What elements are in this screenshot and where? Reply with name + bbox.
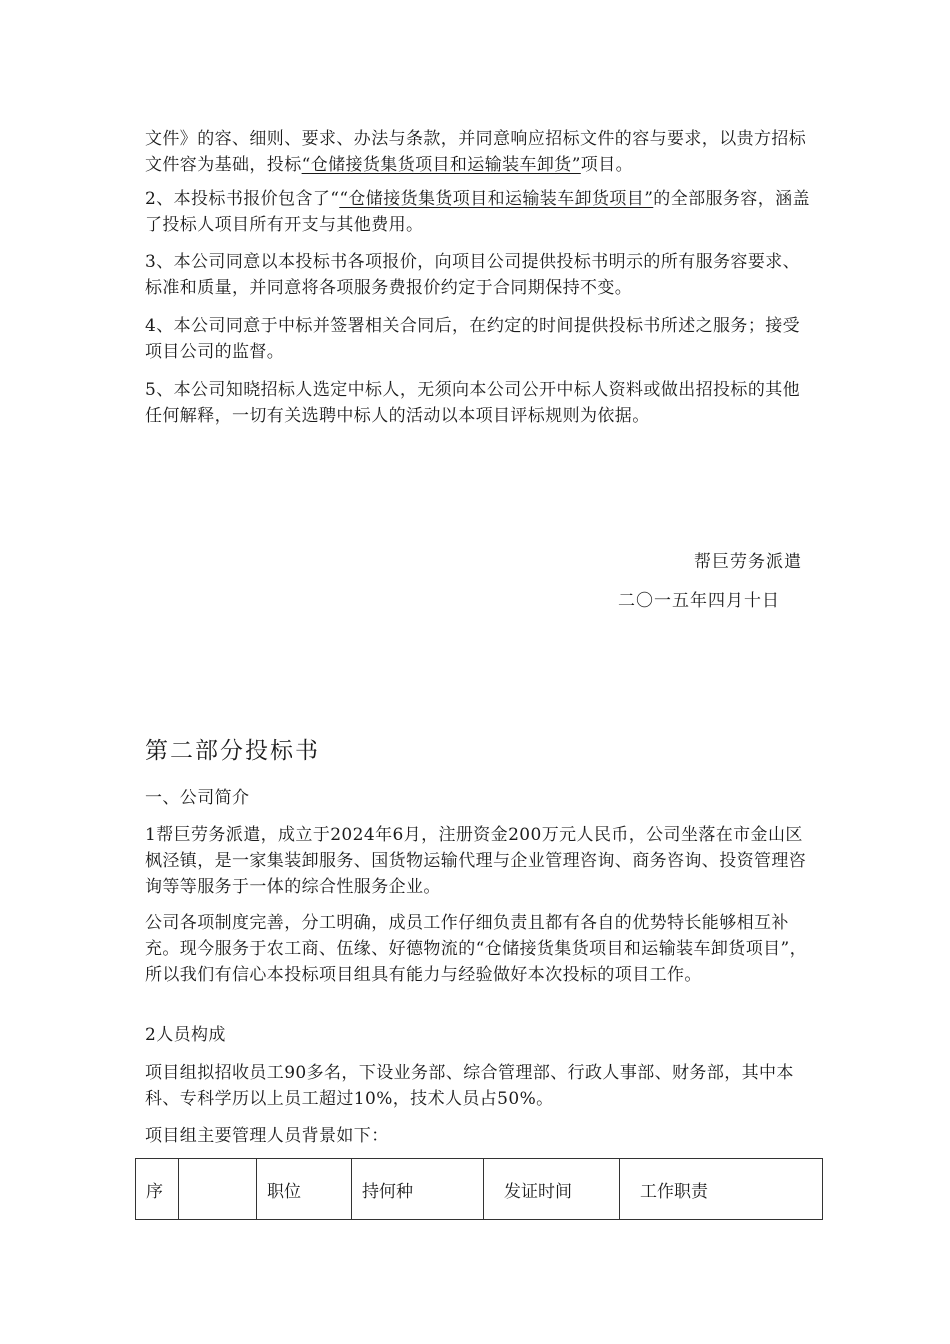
management-staff-table — [135, 1158, 823, 1220]
clause-2-project-name: “仓储接货集货项目和运输装车卸货项目” — [339, 189, 654, 209]
table-header-cell: 工作职责 — [620, 1159, 823, 1220]
part-two-heading: 第二部分投标书 — [145, 738, 320, 764]
management-background-label: 项目组主要管理人员背景如下： — [145, 1126, 389, 1146]
signature-company: 帮巨劳务派遣 — [694, 552, 802, 572]
table-header-cell: 职位 — [257, 1159, 352, 1220]
signature-date: 二〇一五年四月十日 — [618, 591, 780, 611]
section-company-intro-heading: 一、公司简介 — [145, 788, 250, 808]
clause-2-text: 2、本投标书报价包含了“ — [145, 189, 340, 209]
clause-1-paragraph — [145, 126, 810, 178]
clause-1-project-name: “仓储接货集货项目和运输装车卸货” — [301, 155, 581, 175]
company-system-paragraph: 公司各项制度完善，分工明确，成员工作仔细负责且都有各自的优势特长能够相互补充。现今服务于农工商、伍缘、好德物流的“仓储接货集货项目和运输装车卸货项目”，所以我们有信心本投标项目组具有能力与经验做好本次投标的项目工作。 — [145, 913, 807, 985]
clause-1-text-end: 项目。 — [580, 155, 633, 175]
clause-1-text: 文件》的容、细则、要求、办法与条款，并同意响应招标文件的容与要求，以贵方招标文件容为基础，投标 — [145, 129, 807, 175]
table-header-cell: 持何种 — [352, 1159, 484, 1220]
table-header-cell — [179, 1159, 257, 1220]
clause-5-paragraph: 5、本公司知晓招标人选定中标人，无须向本公司公开中标人资料或做出招投标的其他任何解释，一切有关选聘中标人的活动以本项目评标规则为依据。 — [145, 380, 801, 426]
table-header-row — [136, 1159, 823, 1220]
company-intro-paragraph: 1帮巨劳务派遣，成立于2024年6月，注册资金200万元人民币，公司坐落在市金山区枫泾镇，是一家集装卸服务、国货物运输代理与企业管理咨询、商务咨询、投资管理咨询等等服务于一体的综合性服务企业。 — [145, 825, 807, 897]
clause-4-paragraph: 4、本公司同意于中标并签署相关合同后，在约定的时间提供投标书所述之服务；接受项目公司的监督。 — [145, 316, 801, 362]
section-staff-heading: 2人员构成 — [145, 1025, 226, 1045]
staff-composition-paragraph: 项目组拟招收员工90多名，下设业务部、综合管理部、行政人事部、财务部，其中本科、专科学历以上员工超过10%，技术人员占50%。 — [145, 1063, 794, 1109]
table-header-cell: 发证时间 — [484, 1159, 620, 1220]
table-header-cell: 序 — [136, 1159, 179, 1220]
clause-2-text-end: 的全部服务容，涵盖了投标人项目所有开支与其他费用。 — [145, 189, 810, 235]
clause-2-paragraph — [145, 186, 810, 238]
clause-3-paragraph: 3、本公司同意以本投标书各项报价，向项目公司提供投标书明示的所有服务容要求、标准和质量，并同意将各项服务费报价约定于合同期保持不变。 — [145, 252, 801, 298]
